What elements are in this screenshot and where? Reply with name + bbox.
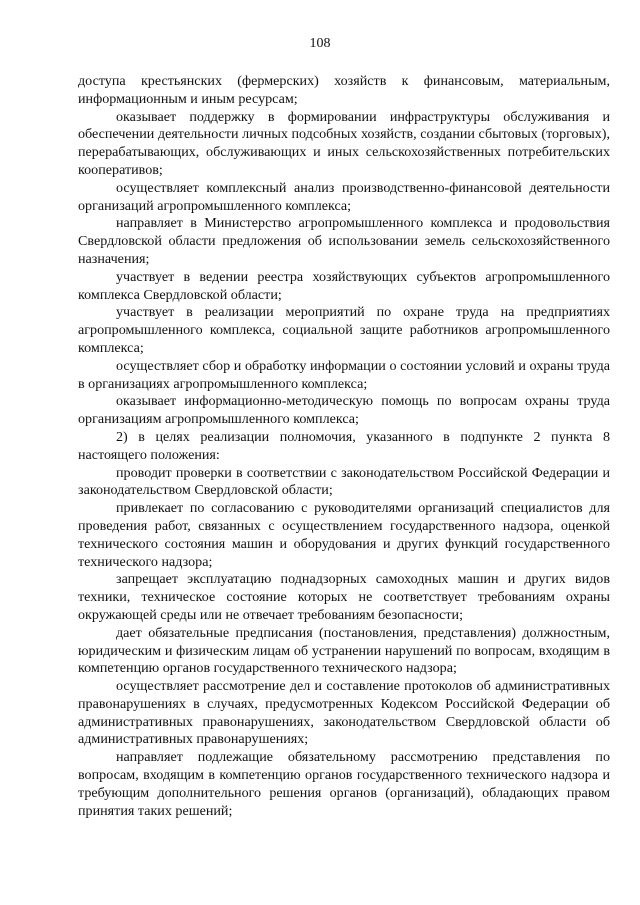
paragraph: участвует в реализации мероприятий по охране труда на предприятиях агропромышленного комплекса, социальной защите работников агропромышленного комплекса; [78,304,610,356]
paragraph-continuation: доступа крестьянских (фермерских) хозяйств к финансовым, материальным, информационным и иным ресурсам; [78,73,610,107]
page-number: 108 [309,36,331,51]
paragraph: участвует в ведении реестра хозяйствующих субъектов агропромышленного комплекса Свердловской области; [78,268,610,303]
paragraph: направляет в Министерство агропромышленного комплекса и продовольствия Свердловской области предложения об использовании земель сельскохозяйственного назначения; [78,215,610,267]
paragraph: проводит проверки в соответствии с законодательством Российской Федерации и законодательством Свердловской области; [78,464,610,499]
paragraph: направляет подлежащие обязательному рассмотрению представления по вопросам, входящим в компетенцию органов государственного технического надзора и требующим дополнительного решения органов (организаций), обладающих правом принятия таких решений; [78,749,610,819]
paragraph: осуществляет рассмотрение дел и составление протоколов об административных правонарушениях в случаях, предусмотренных Кодексом Российской Федерации об административных правонарушениях, законодательством Свердловской области об административных правонарушениях; [78,678,610,748]
document-body [78,73,610,820]
paragraph: оказывает поддержку в формировании инфраструктуры обслуживания и обеспечении деятельности личных подсобных хозяйств, создании сбытовых (торговых), перерабатывающих, обслуживающих и иных сельскохозяйственных потребительских кооперативов; [78,108,610,178]
paragraph: запрещает эксплуатацию поднадзорных самоходных машин и других видов техники, техническое состояние которых не соответствует требованиям охраны окружающей среды или не отвечает требованиям безопасности; [78,571,610,623]
paragraph: оказывает информационно-методическую помощь по вопросам охраны труда организациям агропромышленного комплекса; [78,393,610,428]
paragraph: дает обязательные предписания (постановления, представления) должностным, юридическим и физическим лицам об устранении нарушений по вопросам, входящим в компетенцию органов государственного технического надзора; [78,624,610,677]
paragraph: привлекает по согласованию с руководителями организаций специалистов для проведения работ, связанных с осуществлением государственного надзора, оценкой технического состояния машин и оборудования и других функций государственного технического надзора; [78,500,610,570]
paragraph: осуществляет сбор и обработку информации о состоянии условий и охраны труда в организациях агропромышленного комплекса; [78,357,610,392]
numbered-paragraph: 2) в целях реализации полномочия, указанного в подпункте 2 пункта 8 настоящего положения: [78,428,610,463]
paragraph: осуществляет комплексный анализ производственно-финансовой деятельности организаций агропромышленного комплекса; [78,179,610,214]
